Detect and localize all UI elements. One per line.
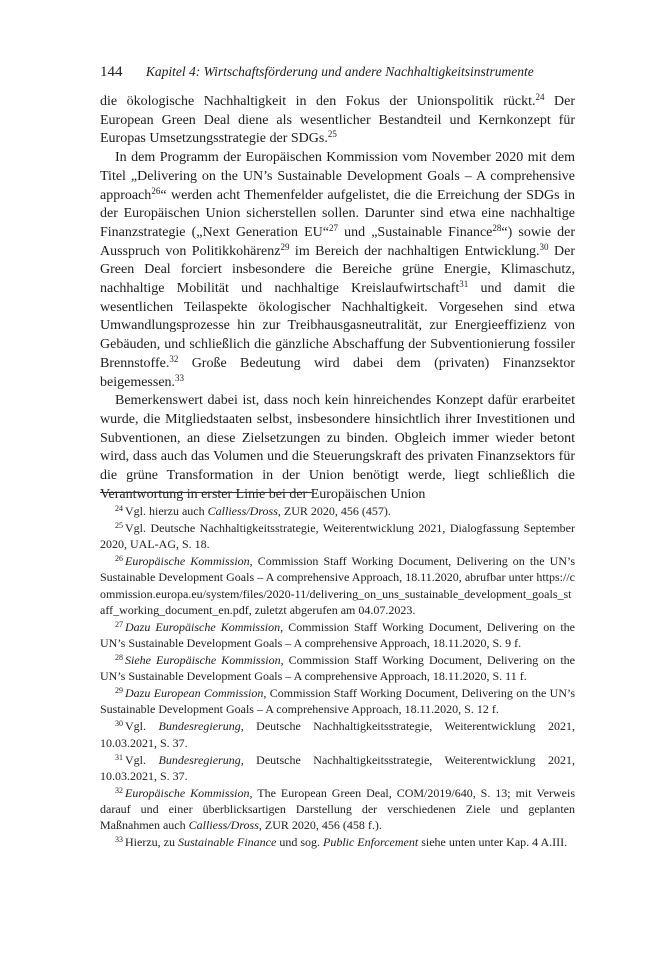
author-name: Europäische Kommission [125, 785, 250, 800]
text-run: , The European Green Deal, COM/2019/640, S. 13; mit Verweis darauf und einer überblicksartigen Darstellung der verschiedenen Ziele und geplanten Maßnahmen auch [100, 785, 575, 833]
author-name: Calliess/Dross [188, 818, 259, 833]
footnote-ref[interactable]: 30 [539, 241, 549, 252]
paragraph-3: Bemerkenswert dabei ist, dass noch kein hinreichendes Konzept dafür erarbeitet wurde, die Mitgliedstaaten selbst, insbesondere hinsichtlich ihrer Investitionen und Subventionen, an diese Zielsetzungen zu binden. Obgleich immer wieder betont wird, dass auch das Volumen und die Steuerungskraft des privaten Finanzsektors für die grüne Transformation in der Union benötigt werde, liegt schließlich die Verantwortung in erster Linie bei der Europäischen Union [100, 393, 575, 502]
source-link[interactable]: https://commission.europa.eu/system/files/2020-11/delivering_on_uns_sustainable_development_goals_staff_working_document_en.pdf [100, 570, 575, 617]
footnote-ref[interactable]: 25 [327, 129, 337, 140]
text-run: , Commission Staff Working Document, Delivering on the UN’s Sustainable Development Goals – A comprehensive Approach, 18.11.2020, abrufbar unter [100, 554, 575, 585]
emphasis-term: Public Enforcement [322, 835, 419, 850]
author-name: Calliess/Dross [207, 504, 278, 518]
author-name: Bundesregierung, [158, 752, 244, 767]
footnote-number: 31 [115, 752, 123, 762]
text-run: Der European Green Deal diene als wesentlicher Bestandteil und Kernkonzept für Europas Umsetzungsstrategie der SDGs. [100, 94, 575, 147]
footnote-30 [100, 718, 575, 750]
text-run: , ZUR 2020, 456 (457). [277, 504, 391, 518]
footnote-number: 25 [115, 521, 123, 530]
footnote-24 [100, 503, 575, 519]
text-run: siehe unten unter Kap. 4 A.III. [418, 835, 568, 850]
running-title: Kapitel 4: Wirtschaftsförderung und andere Nachhaltigkeitsinstrumente [145, 64, 534, 79]
author-name: Dazu Europäische Kommission, [125, 619, 284, 634]
text-run: “ werden acht Themenfelder aufgelistet, die die Erreichung der SDGs in der Europäischen Union sicherstellen sollen. Darunter sind etwa eine nachhaltige Finanzstrategie („Next Generation EU“ [100, 187, 575, 240]
text-run: die ökologische Nachhaltigkeit in den Fokus der Unionspolitik rückt. [100, 94, 536, 109]
author-name: Bundesregierung, [158, 719, 244, 734]
footnote-ref[interactable]: 24 [535, 92, 545, 102]
footnote-number: 29 [115, 686, 123, 696]
text-run: Commission Staff Working Document, Delivering on the UN’s Sustainable Development Goals – A comprehensive Approach, 18.11.2020, S. 12 f. [100, 686, 575, 717]
paragraph-1 [100, 93, 575, 149]
page-number: 144 [100, 64, 123, 80]
text-run: Commission Staff Working Document, Delivering on the UN’s Sustainable Development Goals – A comprehensive Approach, 18.11.2020, S. 9 f. [100, 619, 576, 651]
footnote-33 [100, 834, 575, 850]
footnote-ref[interactable]: 27 [329, 222, 338, 233]
footnote-divider [100, 492, 312, 493]
footnote-ref[interactable]: 28 [492, 222, 502, 233]
text-run: und „Sustainable Finance [338, 224, 493, 240]
text-run: Vgl. Deutsche Nachhaltigkeitsstrategie, Weiterentwicklung 2021, Dialogfassung September 2020, UAL-AG, S. 18. [100, 521, 575, 552]
footnote-25 [100, 520, 575, 552]
text-run: Vgl. [125, 752, 159, 767]
text-run: und damit die wesentlichen Teilaspekte ökologischer Nachhaltigkeit. Vorgesehen sind etwa Umwandlungsprozesse hin zur Treibhausgasneutralität, zur Energieeffizienz von Gebäuden, und schließlich die gänzliche Abschaffung der Subventionierung fossiler Brennstoffe. [100, 281, 575, 371]
footnote-28 [100, 652, 575, 684]
footnote-number: 27 [115, 619, 123, 629]
text-run: und sog. [276, 835, 323, 850]
text-run: “) sowie der Ausspruch von Politikkohärenz [100, 224, 576, 259]
paragraph-2 [100, 149, 575, 392]
main-text [100, 93, 575, 504]
text-run: Vgl. hierzu auch [125, 504, 208, 518]
text-run: Deutsche Nachhaltigkeitsstrategie, Weiterentwicklung 2021, 10.03.2021, S. 37. [100, 752, 576, 783]
footnote-27 [100, 619, 575, 651]
footnote-ref[interactable]: 29 [280, 241, 290, 252]
text-run: Große Bedeutung wird dabei dem (privaten) Finanzsektor beigemessen. [100, 355, 575, 390]
footnote-ref[interactable]: 31 [459, 279, 469, 290]
text-run: Deutsche Nachhaltigkeitsstrategie, Weiterentwicklung 2021, 10.03.2021, S. 37. [100, 719, 576, 750]
text-run: , Commission Staff Working Document, Delivering on the UN’s Sustainable Development Goals – A comprehensive Approach, 18.11.2020, S. 11 f. [100, 653, 575, 684]
author-name: Siehe Europäische Kommission [125, 653, 281, 668]
footnote-number: 30 [115, 719, 123, 729]
footnote-ref[interactable]: 33 [175, 372, 185, 383]
text-run: , ZUR 2020, 456 (458 f.). [258, 818, 382, 833]
footnote-31 [100, 752, 575, 784]
footnote-26 [100, 553, 575, 618]
footnote-number: 32 [115, 785, 123, 795]
footnote-ref[interactable]: 32 [169, 353, 179, 364]
text-run: In dem Programm der Europäischen Kommission vom November 2020 mit dem Titel „Delivering on the UN’s Sustainable Development Goals – A comprehensive approach [100, 150, 575, 203]
text-run: im Bereich der nachhaltigen Entwicklung. [289, 243, 540, 259]
author-name: Dazu European Commission, [125, 686, 267, 701]
footnote-29 [100, 685, 575, 717]
footnote-32 [100, 785, 575, 834]
text-run: Hierzu, zu [125, 835, 178, 850]
footnote-number: 28 [115, 653, 123, 663]
footnote-number: 33 [115, 835, 123, 845]
text-run: Vgl. [125, 719, 159, 734]
footnotes [100, 503, 575, 851]
author-name: Europäische Kommission [125, 554, 250, 569]
text-run: Der Green Deal forciert insbesondere die Bereiche grüne Energie, Klimaschutz, nachhaltige Mobilität und nachhaltige Kreislaufwirtschaft [100, 243, 575, 297]
footnote-number: 24 [115, 504, 123, 513]
footnote-number: 26 [115, 554, 123, 564]
footnote-ref[interactable]: 26 [151, 185, 161, 196]
text-run: , zuletzt abgerufen am 04.07.2023. [248, 602, 416, 617]
emphasis-term: Sustainable Finance [177, 835, 277, 850]
running-header [100, 60, 575, 84]
